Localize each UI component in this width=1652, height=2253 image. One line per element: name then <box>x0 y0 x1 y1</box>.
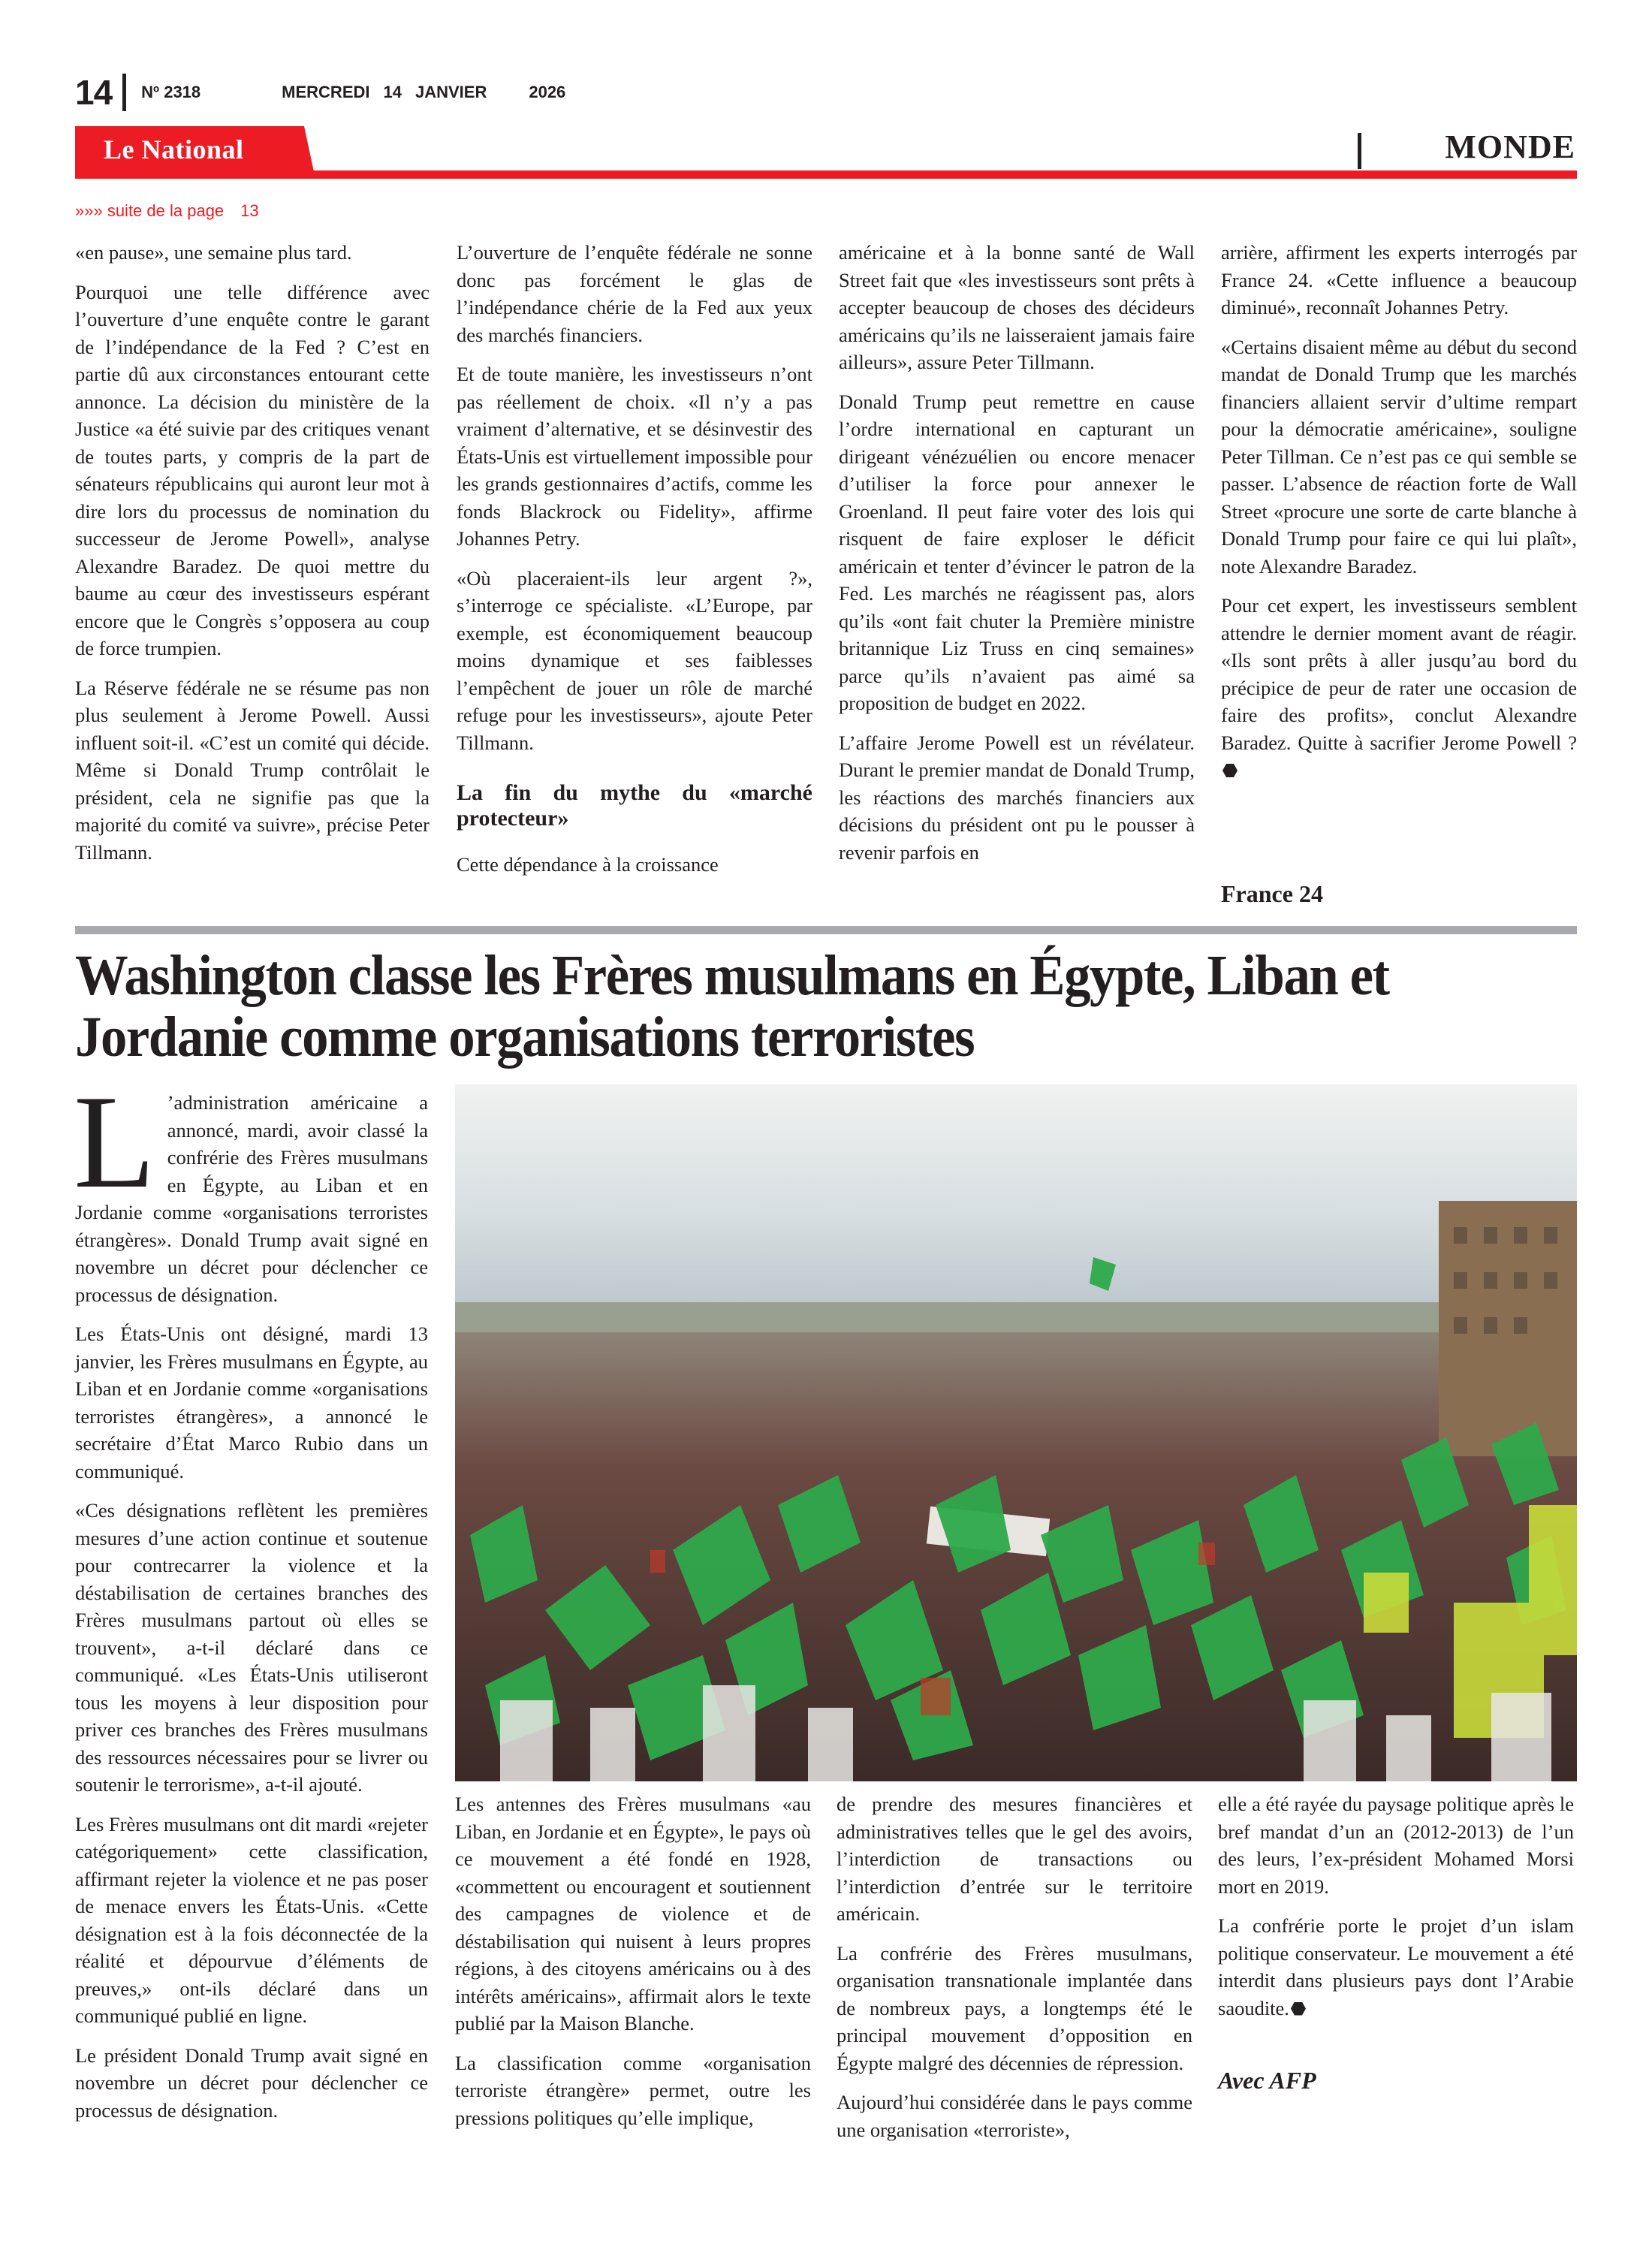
year: 2026 <box>529 83 566 101</box>
article2-source: Avec AFP <box>1218 2067 1316 2094</box>
article-divider <box>75 926 1577 934</box>
article2-headline: Washington classe les Frères musulmans en Égypte, Liban et Jordanie comme organisations terroristes <box>75 944 1389 1069</box>
continued-marker: »»» suite de la page <box>75 201 225 220</box>
paragraph: Donald Trump peut remettre en cause l’ordre international en capturant un dirigeant vénézuélien ou encore menacer d’utiliser la force pour annexer le Groenland. Il peut faire voter des lois qui risquent de faire exploser le déficit américain et tenter d’évincer le patron de la Fed. Les marchés ne réagissent pas, alors qu’ils «ont fait chuter la Première ministre britannique Liz Truss en cinq semaines» parce qu’ils n’avaient pas aimé sa proposition de budget en 2022. <box>839 390 1195 714</box>
paragraph: Les Frères musulmans ont dit mardi «rejeter catégoriquement» cette classification, affirmant rejeter la violence et ne pas poser de menace envers les États-Unis. «Cette désignation est à la fois déconnectée de la réalité et dépourvue d’éléments de preuves,» ont-ils déclaré dans un communiqué publié en ligne. <box>75 1812 428 2027</box>
paragraph-text: ’administration américaine a annoncé, mardi, avoir classé la confrérie des Frères musulmans en Égypte, au Liban et en Jordanie comme «organisations terroristes étrangères». Donald Trump avait signé en novembre un décret pour déclencher ce processus de désignation. <box>75 1091 428 1306</box>
crowd-photo-illustration <box>455 1084 1577 1781</box>
drop-cap: L <box>74 1067 155 1216</box>
paragraph <box>1218 1912 1574 2022</box>
paragraph <box>1221 592 1577 784</box>
article1-source: France 24 <box>1221 880 1323 907</box>
paragraph: de prendre des mesures financières et administratives telles que le gel des avoirs, l’interdiction de transactions ou l’interdiction d’entrée sur le territoire américain. <box>837 1793 1192 1925</box>
day: 14 <box>383 83 402 101</box>
paragraph: La Réserve fédérale ne se résume pas non plus seulement à Jerome Powell. Aussi influent soit-il. «C’est un comité qui décide. Même si Donald Trump contrôlait le président, cela ne signifie pas que la majorité du comité va suivre», précise Peter Tillmann. <box>75 676 430 864</box>
issue-number: Nº 2318 <box>141 83 201 101</box>
article2-column-2 <box>455 1790 811 2143</box>
paragraph: «en pause», une semaine plus tard. <box>75 241 352 264</box>
article1-column-1 <box>75 239 430 878</box>
lead-paragraph <box>74 1067 428 1308</box>
paragraph: américaine et à la bonne santé de Wall Street fait que «les investisseurs sont prêts à accepter beaucoup de choses des décideurs américains qu’ils ne laisseraient jamais faire ailleurs», assure Peter Tillmann. <box>839 241 1195 373</box>
paragraph: Aujourd’hui considérée dans le pays comme une organisation «terroriste», <box>837 2091 1192 2141</box>
article2-column-4 <box>1218 1790 1574 2034</box>
month: JANVIER <box>415 83 487 101</box>
article1-column-2 <box>457 239 812 891</box>
paragraph: Les États-Unis ont désigné, mardi 13 janvier, les Frères musulmans en Égypte, au Liban et en Jordanie comme «organisations terroristes étrangères», a annoncé le secrétaire d’État Marco Rubio dans un communiqué. <box>75 1323 428 1482</box>
paragraph: Le président Donald Trump avait signé en novembre un décret pour déclencher ce processus de désignation. <box>75 2043 428 2122</box>
paragraph: Les antennes des Frères musulmans «au Liban, en Jordanie et en Égypte», le pays où ce mouvement a été fondé en 1928, «commettent ou encouragent et soutiennent des campagnes de violence et de déstabilisation qui nuisent à leurs propres régions, à des citoyens américains ou à des intérêts américains», affirmait alors le texte publié par la Maison Blanche. <box>455 1793 811 2034</box>
folio-divider <box>122 74 126 111</box>
section-pipe <box>1358 133 1361 169</box>
end-mark-icon <box>1291 2002 1306 2016</box>
continued-from <box>75 201 259 221</box>
paragraph: Pourquoi une telle différence avec l’ouverture d’une enquête contre le garant de l’indépendance de la Fed ? C’est en partie dû aux circonstances entourant cette annonce. La décision du ministère de la Justice «a été suivie par des critiques venant de toutes parts, y compris de la part de sénateurs républicains qui auront leur mot à dire lors du processus de nomination du successeur de Jerome Powell», analyse Alexandre Baradez. De quoi mettre du baume au cœur des investisseurs espérant encore que le Congrès s’opposera au coup de force trumpien. <box>75 280 430 659</box>
paragraph: L’affaire Jerome Powell est un révélateur. Durant le premier mandat de Donald Trump, les réactions des marchés financiers aux décisions du président ont pu le pousser à revenir parfois en <box>839 731 1195 864</box>
publication-name: Le National <box>104 134 244 164</box>
end-mark-icon <box>1222 764 1237 777</box>
page-folio <box>75 72 565 113</box>
weekday: MERCREDI <box>282 83 370 101</box>
continued-page: 13 <box>240 201 259 220</box>
paragraph: L’ouverture de l’enquête fédérale ne sonne donc pas forcément le glas de l’indépendance chérie de la Fed aux yeux des marchés financiers. <box>457 241 812 346</box>
article-photo <box>455 1084 1577 1781</box>
article2-column-1 <box>74 1067 428 2136</box>
article1-column-3 <box>839 239 1195 878</box>
section-name: MONDE <box>1445 128 1575 165</box>
subheading: La fin du mythe du «marché protecteur» <box>457 780 812 831</box>
paragraph: «Certains disaient même au début du second mandat de Donald Trump que les marchés financiers allaient servir d’ultime rempart pour la démocratie américaine», souligne Peter Tillman. Ce n’est pas ce qui semble se passer. L’absence de réaction forte de Wall Street «procure une sorte de carte blanche à Donald Trump pour faire ce qui lui plaît», note Alexandre Baradez. <box>1221 335 1577 578</box>
section-band <box>75 126 1577 179</box>
paragraph: La classification comme «organisation terroriste étrangère» permet, outre les pressions politiques qu’elle implique, <box>455 2051 811 2129</box>
paragraph-text: La confrérie porte le projet d’un islam politique conservateur. Le mouvement a été interdit dans plusieurs pays dont l’Arabie saoudite. <box>1218 1914 1574 2019</box>
paragraph: Cette dépendance à la croissance <box>457 853 719 876</box>
article1-column-4 <box>1221 239 1577 796</box>
paragraph: arrière, affirment les experts interrogés par France 24. «Cette influence a beaucoup diminué», reconnaît Johannes Petry. <box>1221 241 1577 318</box>
section-rule <box>75 170 1577 179</box>
paragraph: Et de toute manière, les investisseurs n’ont pas réellement de choix. «Il n’y a pas vraiment d’alternative, et se désinvestir des États-Unis est virtuellement impossible pour les grands gestionnaires d’actifs, comme les fonds Blackrock ou Fidelity», affirme Johannes Petry. <box>457 363 812 550</box>
paragraph: elle a été rayée du paysage politique après le bref mandat d’un an (2012-2013) de l’un des leurs, l’ex-président Mohamed Morsi mort en 2019. <box>1218 1793 1574 1898</box>
page-number: 14 <box>75 73 113 112</box>
paragraph: La confrérie des Frères musulmans, organisation transnationale implantée dans de nombreux pays, a longtemps été le principal mouvement d’opposition en Égypte malgré des décennies de répression. <box>837 1941 1192 2074</box>
article2-column-3 <box>837 1790 1192 2155</box>
paragraph: «Où placeraient-ils leur argent ?», s’interroge ce spécialiste. «L’Europe, par exemple, est économiquement beaucoup moins dynamique et ses faiblesses l’empêchent de jouer un rôle de marché refuge pour les investisseurs», ajoute Peter Tillmann. <box>457 566 812 754</box>
issue-meta <box>141 83 565 102</box>
paragraph-text: Pour cet expert, les investisseurs semblent attendre le dernier moment avant de réagir. «Ils sont prêts à aller jusqu’au bord du précipice de peur de rater une occasion de faire des profits», conclut Alexandre Baradez. Quitte à sacrifier Jerome Powell ? <box>1221 594 1577 754</box>
paragraph: «Ces désignations reflètent les premières mesures d’une action continue et soutenue pour contrecarrer la violence et la déstabilisation de certaines branches des Frères musulmans partout où elles se trouvent», a-t-il déclaré dans ce communiqué. «Les États-Unis utiliseront tous les moyens à leur disposition pour priver ces branches des Frères musulmans des ressources nécessaires pour se livrer ou soutenir le terrorisme», a-t-il ajouté. <box>75 1499 428 1796</box>
